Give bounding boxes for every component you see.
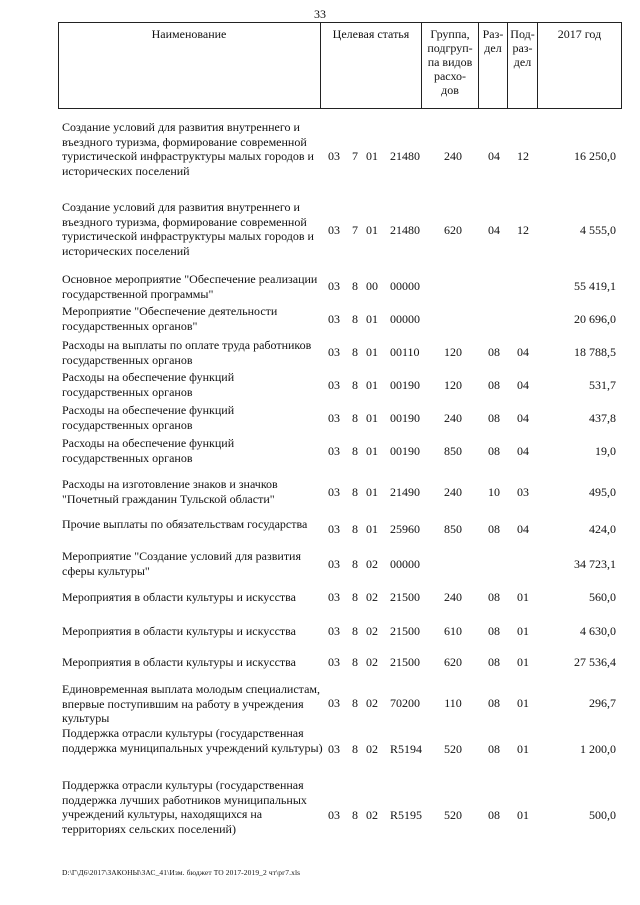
row-amount: 531,7 [589, 378, 616, 392]
header-podrazdel-line: раз- [512, 41, 533, 55]
row-expense-group: 110 [444, 696, 462, 710]
row-direction: 21500 [390, 655, 420, 669]
row-podrazdel: 01 [517, 696, 529, 710]
header-divider [320, 22, 321, 108]
row-event: 02 [366, 742, 378, 756]
header-razdel-line: дел [484, 41, 502, 55]
row-subprogram: 8 [352, 312, 358, 326]
row-razdel: 10 [488, 485, 500, 499]
row-podrazdel: 01 [517, 590, 529, 604]
row-expense-group: 240 [444, 485, 462, 499]
row-razdel: 04 [488, 149, 500, 163]
row-expense-group: 240 [444, 590, 462, 604]
row-podrazdel: 01 [517, 624, 529, 638]
row-direction: 21480 [390, 223, 420, 237]
row-program: 03 [328, 522, 340, 536]
header-group-line: расхо- [433, 69, 467, 83]
row-program: 03 [328, 149, 340, 163]
row-direction: 00110 [390, 345, 420, 359]
row-amount: 18 788,5 [574, 345, 616, 359]
file-path-footer: D:\Г\Д6\2017\ЗАКОНЫ\ЗАС_41\Изм. бюджет ТО 2017-2019_2 чт\рг7.xls [62, 868, 301, 877]
row-podrazdel: 04 [517, 345, 529, 359]
row-event: 02 [366, 624, 378, 638]
row-name: Расходы на обеспечение функций государственных органов [62, 436, 235, 465]
row-razdel: 08 [488, 522, 500, 536]
header-group-line: дов [441, 83, 459, 97]
row-expense-group: 610 [444, 624, 462, 638]
row-subprogram: 8 [352, 655, 358, 669]
header-podrazdel-line: дел [513, 55, 532, 69]
row-program: 03 [328, 444, 340, 458]
row-podrazdel: 01 [517, 742, 529, 756]
row-program: 03 [328, 624, 340, 638]
row-razdel: 08 [488, 742, 500, 756]
row-subprogram: 8 [352, 590, 358, 604]
row-program: 03 [328, 411, 340, 425]
row-podrazdel: 12 [517, 223, 529, 237]
row-event: 02 [366, 808, 378, 822]
row-program: 03 [328, 590, 340, 604]
row-direction: 00190 [390, 411, 420, 425]
row-amount: 55 419,1 [574, 279, 616, 293]
row-amount: 20 696,0 [574, 312, 616, 326]
row-program: 03 [328, 485, 340, 499]
row-name: Мероприятия в области культуры и искусства [62, 655, 297, 669]
row-podrazdel: 12 [517, 149, 529, 163]
row-subprogram: 8 [352, 378, 358, 392]
row-amount: 437,8 [589, 411, 616, 425]
row-event: 01 [366, 312, 378, 326]
row-name: Мероприятия в области культуры и искусства [62, 590, 297, 604]
header-target-article: Целевая статья [332, 27, 410, 41]
row-subprogram: 7 [352, 149, 358, 163]
row-amount: 4 630,0 [580, 624, 616, 638]
row-name: Создание условий для развития внутреннего и въездного туризма, формирование современной туристической инфраструктуры малых городов и исторических поселений [62, 200, 314, 258]
row-name: Расходы на изготовление знаков и значков "Почетный гражданин Тульской области" [62, 477, 278, 506]
row-direction: 21500 [390, 590, 420, 604]
row-program: 03 [328, 312, 340, 326]
row-subprogram: 8 [352, 742, 358, 756]
row-podrazdel: 04 [517, 411, 529, 425]
row-amount: 495,0 [589, 485, 616, 499]
row-event: 01 [366, 345, 378, 359]
row-event: 01 [366, 378, 378, 392]
header-group-line: Группа, [430, 27, 470, 41]
row-program: 03 [328, 279, 340, 293]
row-subprogram: 8 [352, 557, 358, 571]
row-podrazdel: 03 [517, 485, 529, 499]
row-direction: 21490 [390, 485, 420, 499]
row-razdel: 08 [488, 808, 500, 822]
row-amount: 560,0 [589, 590, 616, 604]
row-direction: 00190 [390, 378, 420, 392]
row-subprogram: 8 [352, 444, 358, 458]
row-program: 03 [328, 378, 340, 392]
row-expense-group: 240 [444, 149, 462, 163]
row-direction: 21500 [390, 624, 420, 638]
row-name: Поддержка отрасли культуры (государственная поддержка лучших работников муниципальных учреждений культуры, находящихся на территориях сельских поселений) [62, 778, 307, 836]
row-program: 03 [328, 742, 340, 756]
row-subprogram: 8 [352, 696, 358, 710]
row-podrazdel: 04 [517, 378, 529, 392]
row-name: Мероприятие "Обеспечение деятельности государственных органов" [62, 304, 278, 333]
row-subprogram: 8 [352, 808, 358, 822]
row-amount: 1 200,0 [580, 742, 616, 756]
row-expense-group: 850 [444, 444, 462, 458]
row-subprogram: 8 [352, 624, 358, 638]
header-expense-group [422, 27, 478, 97]
row-program: 03 [328, 223, 340, 237]
row-event: 01 [366, 223, 378, 237]
row-direction: 25960 [390, 522, 420, 536]
row-event: 02 [366, 655, 378, 669]
header-bottom-border [58, 108, 622, 109]
row-expense-group: 850 [444, 522, 462, 536]
row-event: 01 [366, 149, 378, 163]
row-amount: 4 555,0 [580, 223, 616, 237]
row-event: 02 [366, 590, 378, 604]
row-subprogram: 8 [352, 345, 358, 359]
row-amount: 296,7 [589, 696, 616, 710]
row-event: 01 [366, 485, 378, 499]
row-direction: 21480 [390, 149, 420, 163]
row-razdel: 08 [488, 444, 500, 458]
row-name: Мероприятие "Создание условий для развития сферы культуры" [62, 549, 301, 578]
row-direction: 00190 [390, 444, 420, 458]
row-expense-group: 520 [444, 808, 462, 822]
row-program: 03 [328, 696, 340, 710]
row-expense-group: 120 [444, 378, 462, 392]
row-direction: 00000 [390, 279, 420, 293]
row-event: 01 [366, 444, 378, 458]
row-program: 03 [328, 345, 340, 359]
row-amount: 500,0 [589, 808, 616, 822]
header-podrazdel [508, 27, 537, 69]
row-direction: R5195 [390, 808, 423, 822]
row-expense-group: 620 [444, 223, 462, 237]
header-name: Наименование [151, 27, 227, 41]
row-program: 03 [328, 808, 340, 822]
row-name: Создание условий для развития внутреннего и въездного туризма, формирование современной туристической инфраструктуры малых городов и исторических поселений [62, 120, 314, 178]
row-razdel: 08 [488, 590, 500, 604]
row-amount: 16 250,0 [574, 149, 616, 163]
header-razdel [479, 27, 507, 55]
row-razdel: 08 [488, 696, 500, 710]
row-direction: 70200 [390, 696, 420, 710]
header-group-line: подгруп- [427, 41, 473, 55]
row-program: 03 [328, 557, 340, 571]
row-name: Расходы на обеспечение функций государственных органов [62, 403, 235, 432]
row-direction: 00000 [390, 557, 420, 571]
row-subprogram: 8 [352, 522, 358, 536]
header-divider [58, 22, 59, 108]
header-year: 2017 год [557, 27, 602, 41]
row-razdel: 08 [488, 378, 500, 392]
row-razdel: 08 [488, 345, 500, 359]
header-group-line: па видов [427, 55, 473, 69]
row-event: 00 [366, 279, 378, 293]
row-podrazdel: 04 [517, 444, 529, 458]
row-name: Расходы на обеспечение функций государственных органов [62, 370, 235, 399]
row-name: Расходы на выплаты по оплате труда работников государственных органов [62, 338, 312, 367]
row-name: Поддержка отрасли культуры (государственная поддержка муниципальных учреждений культуры) [62, 726, 323, 755]
row-razdel: 08 [488, 624, 500, 638]
row-name: Основное мероприятие "Обеспечение реализации государственной программы" [62, 272, 318, 301]
row-event: 01 [366, 522, 378, 536]
row-event: 01 [366, 411, 378, 425]
row-razdel: 08 [488, 655, 500, 669]
page-number: 33 [314, 7, 326, 21]
row-amount: 34 723,1 [574, 557, 616, 571]
header-divider [621, 22, 622, 108]
row-amount: 27 536,4 [574, 655, 616, 669]
row-subprogram: 8 [352, 485, 358, 499]
row-event: 02 [366, 696, 378, 710]
header-razdel-line: Раз- [482, 27, 504, 41]
row-razdel: 08 [488, 411, 500, 425]
header-podrazdel-line: Под- [510, 27, 535, 41]
row-podrazdel: 01 [517, 655, 529, 669]
row-expense-group: 240 [444, 411, 462, 425]
row-direction: R5194 [390, 742, 423, 756]
row-direction: 00000 [390, 312, 420, 326]
row-subprogram: 8 [352, 279, 358, 293]
row-razdel: 04 [488, 223, 500, 237]
row-amount: 424,0 [589, 522, 616, 536]
row-program: 03 [328, 655, 340, 669]
row-subprogram: 7 [352, 223, 358, 237]
row-podrazdel: 04 [517, 522, 529, 536]
row-expense-group: 120 [444, 345, 462, 359]
row-name: Мероприятия в области культуры и искусства [62, 624, 297, 638]
row-event: 02 [366, 557, 378, 571]
row-name: Прочие выплаты по обязательствам государства [62, 517, 308, 531]
row-name: Единовременная выплата молодым специалистам, впервые поступившим на работу в учреждения культуры [62, 682, 320, 725]
row-subprogram: 8 [352, 411, 358, 425]
row-expense-group: 620 [444, 655, 462, 669]
row-expense-group: 520 [444, 742, 462, 756]
row-podrazdel: 01 [517, 808, 529, 822]
row-amount: 19,0 [595, 444, 616, 458]
